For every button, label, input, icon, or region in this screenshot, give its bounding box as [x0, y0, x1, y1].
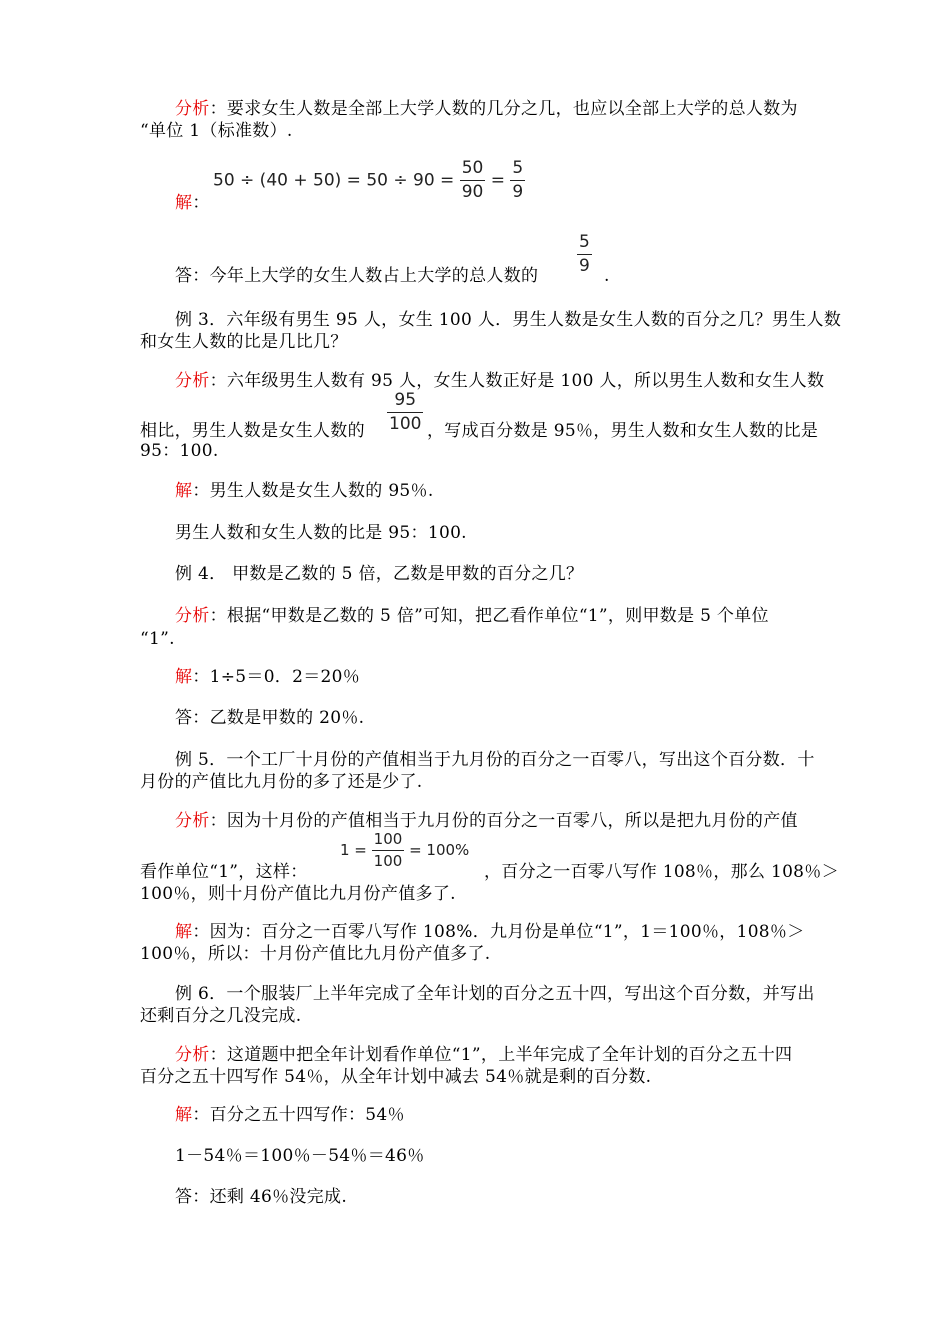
ex2-solution-label: 解： — [175, 193, 210, 213]
ex5-question-line2: 月份的产值比九月份的多了还是少了. — [140, 772, 423, 792]
ex6-analysis-line1: 分析：这道题中把全年计划看作单位“1”，上半年完成了全年计划的百分之五十四 — [175, 1045, 793, 1065]
ex4-solution: 解：1÷5＝0．2＝20％ — [175, 667, 361, 687]
ex4-question: 例 4． 甲数是乙数的 5 倍，乙数是甲数的百分之几？ — [175, 564, 584, 584]
ex3-analysis-line1: 分析：六年级男生人数有 95 人，女生人数正好是 100 人，所以男生人数和女生人数 — [175, 371, 825, 391]
ex6-analysis-line2: 百分之五十四写作 54％，从全年计划中减去 54％就是剩的百分数. — [140, 1067, 652, 1087]
fraction-5-9: $\frac{5}{9}$ — [512, 158, 524, 202]
ex2-analysis-line1: 分析：要求女生人数是全部上大学人数的几分之几，也应以全部上大学的总人数为 — [175, 99, 798, 119]
ex3-analysis-line2-a: 相比，男生人数是女生人数的 — [140, 421, 365, 441]
ex2-answer: 答：今年上大学的女生人数占上大学的总人数的 — [175, 266, 539, 286]
ex2-formula: 50 ÷ (40 + 50) = 50 ÷ 90 = $\frac{50}{90}$ = $\frac{5}{9}$ — [213, 158, 524, 202]
ex6-solution: 解：百分之五十四写作：54％ — [175, 1105, 405, 1125]
ex5-analysis-line2-a: 看作单位“1”，这样： — [140, 862, 308, 882]
ex4-analysis-line2: “1”. — [140, 629, 175, 649]
ex2-answer-period: . — [604, 266, 610, 286]
ex5-solution-line2: 100％，所以：十月份产值比九月份产值多了. — [140, 944, 491, 964]
fraction-50-90: $\frac{50}{90}$ — [461, 158, 484, 202]
ex3-analysis-line2-b: ，写成百分数是 95％，男生人数和女生人数的比是 — [427, 421, 819, 441]
ex6-question-line2: 还剩百分之几没完成. — [140, 1006, 302, 1026]
ex3-question-line2: 和女生人数的比是几比几？ — [140, 332, 348, 352]
ex6-question-line1: 例 6．一个服装厂上半年完成了全年计划的百分之五十四，写出这个百分数，并写出 — [175, 984, 815, 1004]
ex5-formula: 1 = $\frac{100}{100}$ = 100% — [340, 830, 470, 870]
ex5-analysis-line1: 分析：因为十月份的产值相当于九月份的百分之一百零八，所以是把九月份的产值 — [175, 811, 798, 831]
ex3-solution-line1: 解：男生人数是女生人数的 95％. — [175, 481, 434, 501]
ex3-question-line1: 例 3．六年级有男生 95 人，女生 100 人．男生人数是女生人数的百分之几？男生人数 — [175, 310, 842, 330]
ex3-fraction-95-100: $\frac{95}{100}$ — [389, 390, 422, 434]
ex2-analysis-line2: “单位 1（标准数）. — [140, 121, 293, 141]
ex5-analysis-line2-b: ，百分之一百零八写作 108％，那么 108％＞ — [484, 862, 839, 882]
ex5-question-line1: 例 5．一个工厂十月份的产值相当于九月份的百分之一百零八，写出这个百分数．十 — [175, 750, 815, 770]
ex5-analysis-line3: 100％，则十月份产值比九月份产值多了. — [140, 884, 456, 904]
ex6-answer: 答：还剩 46％没完成. — [175, 1187, 348, 1207]
ex5-solution-line1: 解：因为：百分之一百零八写作 108%．九月份是单位“1”，1＝100％，108％＞ — [175, 922, 805, 942]
ex3-solution-line2: 男生人数和女生人数的比是 95：100. — [175, 523, 467, 543]
ex4-analysis-line1: 分析：根据“甲数是乙数的 5 倍”可知，把乙看作单位“1”，则甲数是 5 个单位 — [175, 606, 769, 626]
ex4-answer: 答：乙数是甲数的 20％. — [175, 708, 365, 728]
ex6-calculation: 1－54％＝100％－54％＝46％ — [175, 1146, 425, 1166]
ex3-analysis-line3: 95：100. — [140, 441, 219, 461]
analysis-label: 分析 — [175, 99, 210, 119]
ex2-answer-fraction: $\frac{5}{9}$ — [579, 232, 590, 276]
